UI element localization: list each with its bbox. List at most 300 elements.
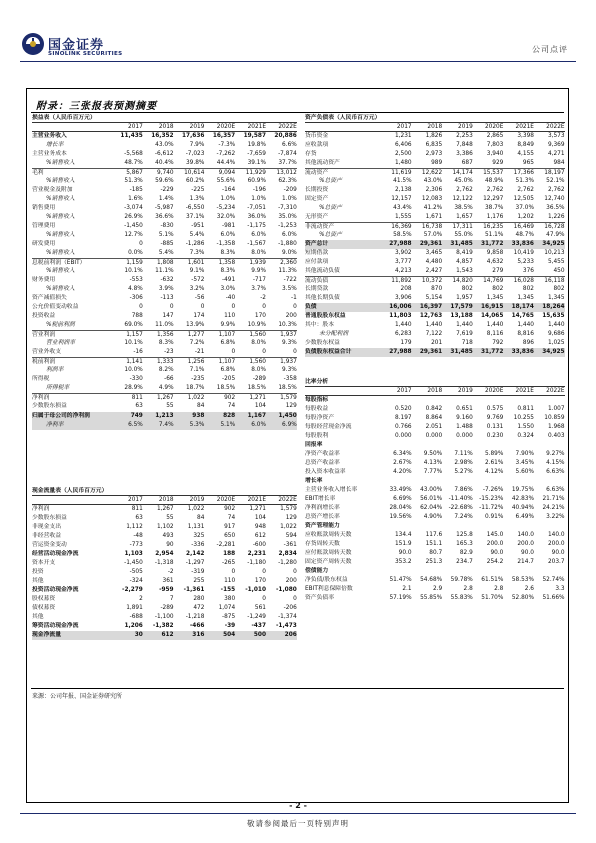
row-label: %销售收入 xyxy=(46,214,75,221)
row-label: 所得税 xyxy=(32,376,50,383)
value-cell: 0 xyxy=(139,241,143,248)
value-cell: 10.255 xyxy=(513,415,534,422)
value-cell: 80.7 xyxy=(429,550,443,557)
table-row xyxy=(305,330,565,339)
year-header-cell: 2020E xyxy=(484,124,504,130)
value-cell: -16 xyxy=(133,349,143,356)
value-cell: 170 xyxy=(254,578,266,585)
value-cell: 56.01% xyxy=(420,496,443,503)
value-cell: 10,213 xyxy=(544,250,565,257)
value-cell: 0.324 xyxy=(517,433,534,440)
value-cell: 15,537 xyxy=(483,170,504,177)
value-cell: 7.90% xyxy=(515,451,534,458)
year-header-spacer xyxy=(305,387,381,395)
table-row xyxy=(305,168,565,177)
value-cell: 9.27% xyxy=(546,451,565,458)
value-cell: 90.0 xyxy=(551,550,565,557)
row-label: 长期贷款 xyxy=(305,286,329,293)
value-cell: 5,154 xyxy=(425,295,443,302)
value-cell: -5,234 xyxy=(216,205,236,212)
value-cell: 51.1% xyxy=(484,232,504,239)
table-row xyxy=(32,586,297,595)
value-cell: 18.5% xyxy=(278,385,297,392)
value-cell: 200.0 xyxy=(486,541,504,548)
value-cell: 8.197 xyxy=(394,415,412,422)
value-cell: 1,022 xyxy=(187,506,205,513)
value-cell: 36.5% xyxy=(546,205,565,212)
table-row xyxy=(32,213,297,222)
value-cell: 84 xyxy=(197,515,205,522)
row-label: 营运资金变动 xyxy=(32,542,67,549)
value-cell: 30 xyxy=(134,632,143,639)
value-cell: -1,450 xyxy=(124,560,143,567)
row-label: 长期投资 xyxy=(305,187,329,194)
value-cell: 1,345 xyxy=(486,295,504,302)
value-cell: 3.5% xyxy=(282,286,297,293)
value-cell: -48 xyxy=(133,533,143,540)
value-cell xyxy=(503,522,534,531)
value-cell: 2,762 xyxy=(547,187,565,194)
value-cell: 6.0% xyxy=(282,232,297,239)
value-cell: 1,440 xyxy=(394,322,412,329)
row-label: 毛利 xyxy=(32,170,44,177)
value-cell: 4.20% xyxy=(393,469,412,476)
value-cell: 5.1% xyxy=(158,232,174,239)
value-cell: 450 xyxy=(553,268,565,275)
row-label: 净资产收益率 xyxy=(305,451,340,458)
value-cell: 104 xyxy=(254,403,266,410)
value-cell: 2,834 xyxy=(278,551,297,558)
value-cell: 1,231 xyxy=(394,133,412,140)
value-cell: 984 xyxy=(553,160,565,167)
value-cell: 110 xyxy=(224,313,236,320)
table-row xyxy=(32,568,297,577)
table-row xyxy=(305,405,565,414)
value-cell: 7.11% xyxy=(454,451,473,458)
row-label: 净利润 xyxy=(32,395,50,402)
row-label: 存货 xyxy=(305,151,317,158)
value-cell: 12,505 xyxy=(513,196,534,203)
value-cell: 1,826 xyxy=(425,133,443,140)
value-cell: 200 xyxy=(285,578,297,585)
year-header-row xyxy=(32,123,297,132)
value-cell: 60.2% xyxy=(185,178,205,185)
value-cell: 63 xyxy=(135,403,143,410)
value-cell: 16,369 xyxy=(391,224,412,231)
value-cell: -7.3% xyxy=(218,142,236,149)
value-cell: 493 xyxy=(162,533,174,540)
value-cell: 48.7% xyxy=(515,232,534,239)
value-cell: 7 xyxy=(169,596,174,603)
row-label: EBIT增长率 xyxy=(305,496,336,503)
value-cell: 201 xyxy=(431,340,443,347)
row-label: 应付账款周转天数 xyxy=(305,550,352,557)
value-cell: -2 xyxy=(167,569,174,576)
value-cell: 280 xyxy=(193,596,205,603)
value-cell: 802 xyxy=(492,286,504,293)
value-cell: 1,107 xyxy=(218,332,236,339)
value-cell: 1,022 xyxy=(187,395,205,402)
value-cell xyxy=(112,141,143,150)
value-cell: 3.0% xyxy=(220,286,236,293)
year-header-cell: 2021E xyxy=(515,124,534,130)
value-cell: 802 xyxy=(461,286,473,293)
row-label: %税前利润 xyxy=(46,322,75,329)
table-row xyxy=(305,558,565,567)
value-cell: 0.000 xyxy=(425,433,443,440)
row-label: 净利润 xyxy=(32,506,50,513)
value-cell: 16,118 xyxy=(544,278,565,285)
row-label: 短期借款 xyxy=(305,250,329,257)
value-cell: 104 xyxy=(254,515,266,522)
value-cell: -1,297 xyxy=(185,560,205,567)
value-cell: 24.21% xyxy=(542,505,565,512)
row-label: 非流动资产 xyxy=(305,224,334,231)
value-cell: -1,473 xyxy=(276,623,297,630)
row-label: %销售收入 xyxy=(46,286,75,293)
row-label: 投入资本收益率 xyxy=(305,469,346,476)
value-cell: -56 xyxy=(194,295,205,302)
value-cell: 34,925 xyxy=(542,241,565,248)
value-cell: 2 xyxy=(139,596,143,603)
value-cell: 51.70% xyxy=(481,595,504,602)
value-cell: 151.9 xyxy=(394,541,412,548)
value-cell: 52.74% xyxy=(542,577,565,584)
value-cell: 811 xyxy=(131,395,143,402)
value-cell: -66 xyxy=(164,376,174,383)
value-cell: 4,271 xyxy=(547,151,565,158)
value-cell: 8.3% xyxy=(220,250,236,257)
value-cell: 1,937 xyxy=(280,359,297,366)
sinolink-logo-icon xyxy=(21,32,45,56)
table-row xyxy=(305,177,565,186)
value-cell: 74 xyxy=(227,515,236,522)
value-cell: 36.0% xyxy=(247,214,266,221)
year-header-row xyxy=(305,387,565,396)
value-cell: 3,940 xyxy=(486,151,504,158)
value-cell: 43.0% xyxy=(155,142,174,149)
value-cell: 8,419 xyxy=(456,250,473,257)
value-cell: 39.8% xyxy=(185,160,205,167)
value-cell: 376 xyxy=(522,268,534,275)
value-cell: 0 xyxy=(262,349,266,356)
value-cell: 4.15% xyxy=(546,460,565,467)
row-label: 主营业务收入增长率 xyxy=(305,487,358,494)
table-row xyxy=(32,357,297,366)
value-cell: 8.864 xyxy=(425,415,443,422)
value-cell: 1,543 xyxy=(456,268,473,275)
value-cell: 4,857 xyxy=(456,259,473,266)
value-cell: 1.3% xyxy=(189,196,205,203)
row-label: %销售收入 xyxy=(46,196,75,203)
value-cell: 612 xyxy=(254,533,266,540)
value-cell: 3,902 xyxy=(394,250,412,257)
value-cell: 0.403 xyxy=(547,433,565,440)
value-cell: 6,835 xyxy=(425,142,443,149)
value-cell: 7,848 xyxy=(456,142,473,149)
value-cell: 6.9% xyxy=(282,421,297,428)
header-divider xyxy=(20,61,576,62)
value-cell: -2,279 xyxy=(122,587,143,594)
value-cell: -7.26% xyxy=(482,487,504,494)
value-cell: 90.0 xyxy=(398,550,412,557)
value-cell xyxy=(473,567,504,576)
value-cell xyxy=(473,396,504,405)
value-cell: 1,022 xyxy=(280,524,297,531)
value-cell: -209 xyxy=(283,187,297,194)
value-cell: 2,954 xyxy=(155,551,174,558)
year-header-cell: 2017 xyxy=(396,124,412,130)
value-cell: 500 xyxy=(253,632,266,639)
value-cell: 2.6 xyxy=(524,586,534,593)
value-cell: -225 xyxy=(191,187,205,194)
value-cell: -1,450 xyxy=(124,223,143,230)
table-row xyxy=(32,294,297,303)
value-cell: 0.575 xyxy=(486,406,504,413)
row-label: 资产减值损失 xyxy=(32,295,67,302)
table-row xyxy=(305,240,565,249)
value-cell: 4,155 xyxy=(517,151,534,158)
value-cell: -23 xyxy=(164,349,174,356)
value-cell: 9.9% xyxy=(251,268,266,275)
value-cell: 11.3% xyxy=(278,268,297,275)
table-row xyxy=(305,567,565,576)
value-cell: 41.2% xyxy=(423,205,443,212)
value-cell: 2,231 xyxy=(247,551,266,558)
value-cell: -164 xyxy=(222,187,236,194)
value-cell: 828 xyxy=(223,412,236,419)
value-cell: 27,988 xyxy=(389,349,412,356)
value-cell xyxy=(534,396,565,405)
value-cell: 45.0% xyxy=(454,178,473,185)
row-label: %销售收入 xyxy=(46,232,75,239)
row-label: 销售费用 xyxy=(32,205,56,212)
row-label: 流动负债 xyxy=(305,278,329,285)
value-cell: -358 xyxy=(283,376,297,383)
value-cell: -1 xyxy=(291,295,297,302)
row-label: 息税前利润（EBIT） xyxy=(32,260,86,267)
table-row xyxy=(32,514,297,523)
value-cell: 7.1% xyxy=(189,367,205,374)
value-cell: 62.3% xyxy=(278,178,297,185)
table-row xyxy=(32,159,297,168)
value-cell: 200.0 xyxy=(517,541,534,548)
value-cell: 1,277 xyxy=(187,332,205,339)
value-cell: -830 xyxy=(160,223,174,230)
value-cell: 28.04% xyxy=(389,505,412,512)
value-cell: 1,657 xyxy=(456,214,473,221)
value-cell xyxy=(503,477,534,486)
ratio-analysis-table xyxy=(305,378,565,603)
value-cell: 7.2% xyxy=(189,340,205,347)
row-label: %销售收入 xyxy=(46,268,75,275)
value-cell: 31,485 xyxy=(450,241,473,248)
value-cell: -306 xyxy=(129,295,143,302)
table-row xyxy=(32,168,297,177)
value-cell: 33.49% xyxy=(389,487,412,494)
value-cell: 16,235 xyxy=(483,224,504,231)
table-row xyxy=(32,249,297,258)
row-label: 增长率 xyxy=(46,142,64,149)
value-cell xyxy=(534,477,565,486)
value-cell: -7,051 xyxy=(247,205,266,212)
row-label: 所得税率 xyxy=(46,385,70,392)
table-row xyxy=(32,412,297,421)
value-cell: 316 xyxy=(192,632,205,639)
value-cell: 6.0% xyxy=(220,232,236,239)
year-header-cell: 2017 xyxy=(128,497,143,503)
value-cell: 3.45% xyxy=(515,460,534,467)
row-label: 研发费用 xyxy=(32,241,56,248)
value-cell: 48.7% xyxy=(124,160,143,167)
value-cell: 1.550 xyxy=(517,424,534,431)
value-cell: -235 xyxy=(191,376,205,383)
value-cell: 134.4 xyxy=(394,532,412,539)
table-row xyxy=(32,231,297,240)
value-cell: 129 xyxy=(285,403,297,410)
value-cell xyxy=(412,396,443,405)
table-row xyxy=(305,267,565,276)
value-cell: 14,820 xyxy=(452,278,473,285)
value-cell: 9.3% xyxy=(282,367,297,374)
brand-name-en: SINOLINK SECURITIES xyxy=(48,51,123,57)
table-title: 资产负债表（人民币百万元） xyxy=(305,114,565,123)
value-cell: 140.0 xyxy=(547,532,565,539)
value-cell: 6.63% xyxy=(546,487,565,494)
year-header-row xyxy=(305,123,565,132)
row-label: 资产管理能力 xyxy=(305,523,340,530)
value-cell: 51.66% xyxy=(542,595,565,602)
value-cell: -265 xyxy=(222,560,236,567)
value-cell: 1,440 xyxy=(547,322,565,329)
value-cell: 4.12% xyxy=(484,469,504,476)
value-cell: 57.0% xyxy=(423,232,443,239)
table-row xyxy=(32,505,297,514)
value-cell xyxy=(442,441,473,450)
row-label: 无形资产 xyxy=(305,214,329,221)
value-cell: 33,836 xyxy=(511,241,534,248)
table-row xyxy=(305,285,565,294)
value-cell: 6.0% xyxy=(251,421,266,428)
value-cell: 0 xyxy=(200,304,205,311)
value-cell: 279 xyxy=(492,268,504,275)
table-row xyxy=(305,141,565,150)
value-cell: -1,382 xyxy=(152,623,174,630)
value-cell: 917 xyxy=(224,524,236,531)
value-cell: 9,858 xyxy=(486,250,504,257)
value-cell: 6.8% xyxy=(220,367,236,374)
value-cell: 1,671 xyxy=(425,214,443,221)
value-cell: 19,587 xyxy=(243,133,266,140)
row-label: 少数股东损益 xyxy=(32,515,67,522)
value-cell: 188 xyxy=(223,551,236,558)
value-cell: 18,174 xyxy=(511,304,534,311)
value-cell: -959 xyxy=(159,587,174,594)
value-cell: 5,233 xyxy=(517,259,534,266)
value-cell: 3,777 xyxy=(394,259,412,266)
row-label: 每股净资产 xyxy=(305,415,334,422)
value-cell: -113 xyxy=(160,295,174,302)
value-cell: 47.9% xyxy=(546,232,565,239)
value-cell: 52.1% xyxy=(546,178,565,185)
value-cell: 10.1% xyxy=(124,268,143,275)
table-row xyxy=(32,267,297,276)
value-cell: 14,065 xyxy=(481,313,504,320)
value-cell: 165.3 xyxy=(456,541,473,548)
year-header-cell: 2022E xyxy=(278,124,297,130)
value-cell: 6,406 xyxy=(394,142,412,149)
value-cell: 0.0% xyxy=(128,250,143,257)
value-cell: 3,465 xyxy=(425,250,443,257)
row-label: 营业利润率 xyxy=(46,340,75,347)
table-row xyxy=(305,522,565,531)
value-cell: 43.0% xyxy=(423,178,443,185)
value-cell: 1.4% xyxy=(158,196,174,203)
row-label: 其他 xyxy=(32,614,44,621)
value-cell: 0.131 xyxy=(486,424,504,431)
value-cell: -1,100 xyxy=(154,614,174,621)
value-cell: 5.4% xyxy=(158,250,174,257)
row-label: 其他 xyxy=(32,578,44,585)
value-cell: 208 xyxy=(400,286,412,293)
value-cell: -39 xyxy=(224,623,236,630)
value-cell: 0 xyxy=(231,349,236,356)
value-cell xyxy=(442,477,473,486)
value-cell: 17,636 xyxy=(182,133,205,140)
value-cell: 0.842 xyxy=(425,406,443,413)
value-cell: 16,469 xyxy=(513,224,534,231)
value-cell: -11.72% xyxy=(479,505,504,512)
table-row xyxy=(305,513,565,522)
value-cell: 170 xyxy=(254,313,266,320)
value-cell: 69.0% xyxy=(124,322,143,329)
value-cell: 12.7% xyxy=(124,232,143,239)
value-cell: 117.6 xyxy=(425,532,443,539)
table-row xyxy=(305,432,565,441)
row-label: 未分配利润 xyxy=(319,331,348,338)
value-cell: 8.3% xyxy=(158,340,174,347)
value-cell: -1,358 xyxy=(216,241,236,248)
value-cell: 11,803 xyxy=(389,313,412,320)
value-cell: 1.007 xyxy=(547,406,565,413)
value-cell xyxy=(534,522,565,531)
table-row xyxy=(32,393,297,402)
value-cell: -185 xyxy=(129,187,143,194)
value-cell: -206 xyxy=(283,605,297,612)
value-cell: 2.98% xyxy=(454,460,473,467)
value-cell xyxy=(412,522,443,531)
row-label: 货币资金 xyxy=(305,133,329,140)
value-cell: 3,398 xyxy=(517,133,534,140)
row-label: 普通股股东权益 xyxy=(305,313,346,320)
value-cell: 1,102 xyxy=(156,524,174,531)
value-cell: 2,500 xyxy=(394,151,412,158)
row-label: 公允价值变动收益 xyxy=(32,304,79,311)
footer-divider xyxy=(20,813,576,814)
value-cell: 0.520 xyxy=(394,406,412,413)
value-cell: -7,659 xyxy=(247,151,266,158)
value-cell: 9.160 xyxy=(456,415,473,422)
row-label: 偿债能力 xyxy=(305,568,329,575)
value-cell: 2,253 xyxy=(456,133,473,140)
value-cell: 1,440 xyxy=(456,322,473,329)
value-cell: 0 xyxy=(169,304,174,311)
value-cell: 11.0% xyxy=(155,322,174,329)
value-cell: 2,427 xyxy=(425,268,443,275)
value-cell: 16,738 xyxy=(421,224,443,231)
row-label: 其他长期负债 xyxy=(305,295,340,302)
value-cell: 16,728 xyxy=(544,224,565,231)
